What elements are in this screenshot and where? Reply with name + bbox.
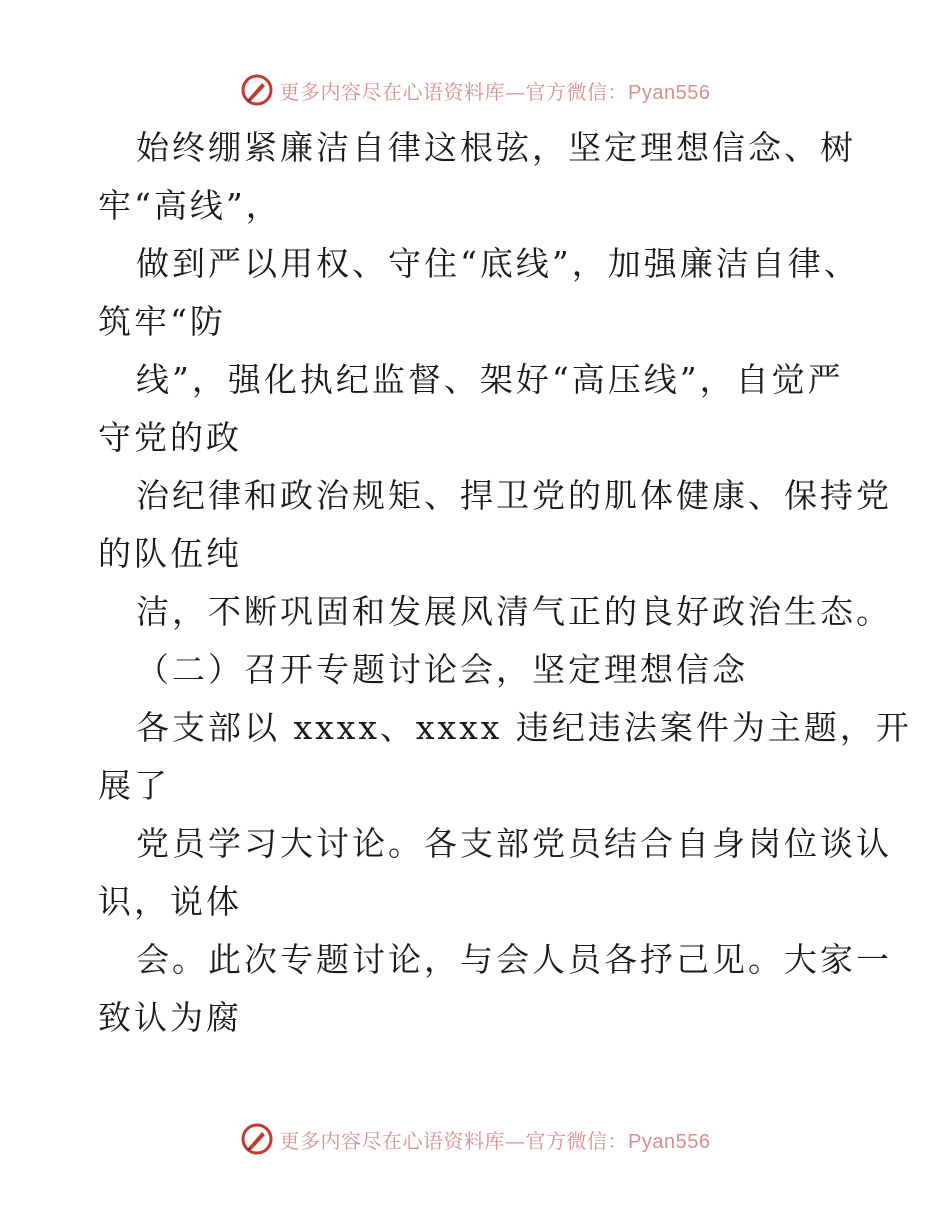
pen-logo-icon bbox=[240, 73, 274, 107]
paragraph-line: 识，说体 bbox=[98, 882, 242, 921]
paragraph-line: 治纪律和政治规矩、捍卫党的肌体健康、保持党 bbox=[136, 476, 892, 515]
paragraph-line: 守党的政 bbox=[98, 418, 242, 457]
watermark-id: Pyan556 bbox=[628, 1130, 711, 1153]
watermark-text: 更多内容尽在心语资料库—官方微信：Pyan556 bbox=[279, 79, 711, 104]
paragraph-line: 各支部以 xxxx、xxxx 违纪违法案件为主题，开 bbox=[136, 708, 912, 747]
watermark-id: Pyan556 bbox=[628, 81, 711, 104]
paragraph-line: 洁，不断巩固和发展风清气正的良好政治生态。 bbox=[136, 592, 892, 631]
paragraph-line: 筑牢“防 bbox=[98, 302, 226, 341]
paragraph-line: 展了 bbox=[98, 766, 170, 805]
watermark-text: 更多内容尽在心语资料库—官方微信：Pyan556 bbox=[279, 1128, 711, 1153]
section-heading: （二）召开专题讨论会，坚定理想信念 bbox=[136, 650, 748, 689]
paragraph-line: 会。此次专题讨论，与会人员各抒己见。大家一 bbox=[136, 940, 892, 979]
paragraph-line: 做到严以用权、守住“底线”，加强廉洁自律、 bbox=[136, 244, 860, 283]
footer-watermark bbox=[0, 1119, 950, 1159]
paragraph-line: 线”，强化执纪监督、架好“高压线”，自觉严 bbox=[136, 360, 844, 399]
paragraph-line: 牢“高线”， bbox=[98, 186, 282, 225]
pen-logo-icon bbox=[240, 1122, 274, 1156]
paragraph-line: 致认为腐 bbox=[98, 998, 242, 1037]
header-watermark bbox=[0, 70, 950, 110]
paragraph-line: 始终绷紧廉洁自律这根弦，坚定理想信念、树 bbox=[136, 128, 856, 167]
paragraph-line: 党员学习大讨论。各支部党员结合自身岗位谈认 bbox=[136, 824, 892, 863]
paragraph-line: 的队伍纯 bbox=[98, 534, 242, 573]
